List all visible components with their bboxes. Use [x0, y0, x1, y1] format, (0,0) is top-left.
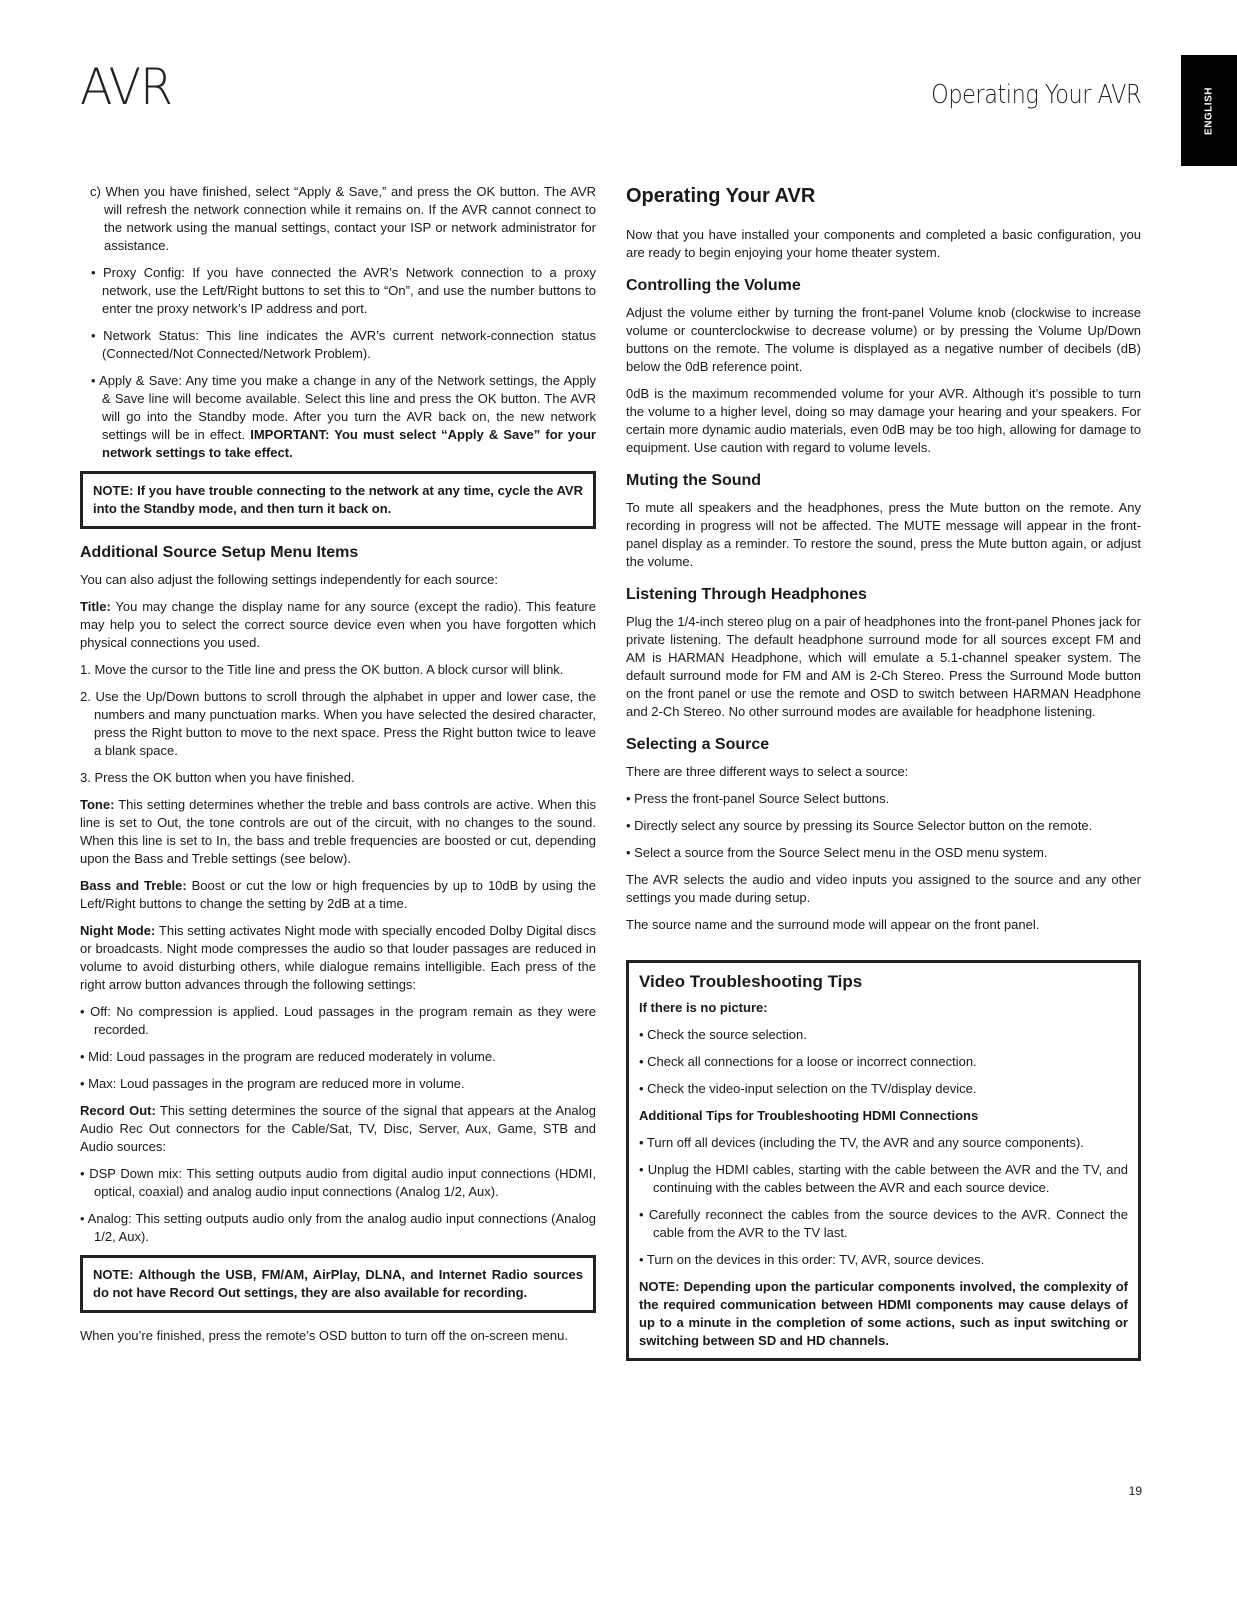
- tone-setting: [80, 796, 596, 868]
- title-step-1: 1. Move the cursor to the Title line and press the OK button. A block cursor will blink.: [80, 662, 564, 677]
- source-heading: Selecting a Source: [626, 736, 770, 753]
- record-out-setting: [80, 1102, 596, 1156]
- hdmi-tip-4: • Turn on the devices in this order: TV, AVR, source devices.: [639, 1252, 985, 1267]
- headphones-paragraph: Plug the 1/4-inch stereo plug on a pair of headphones into the front-panel Phones jack for private listening. The default headphone surround mode for all sources except FM and AM is HARMAN Headphone, which will emulate a 5.1-channel speaker system. The default surround mode for FM and AM is 2-Ch Stereo. Press the Surround Mode button on the front panel or use the remote and OSD to switch between HARMAN Headphone and 2-Ch Stereo. No other surround modes are available for headphone listening.: [626, 614, 1141, 719]
- bass-treble-setting: [80, 877, 596, 913]
- page-number: 19: [1128, 1484, 1142, 1498]
- night-max-item: • Max: Loud passages in the program are reduced more in volume.: [80, 1076, 465, 1091]
- apply-save-important: IMPORTANT: You must select “Apply & Save” for your network settings to take effect.: [102, 427, 596, 460]
- left-column: [80, 183, 596, 1354]
- tone-text: This setting determines whether the treble and bass controls are active. When this line is set to Out, the tone controls are out of the circuit, with no changes to the sound. When this line is set to In, the bass and treble frequencies are boosted or cut, depending upon the Bass and Treble settings (see below).: [80, 797, 596, 866]
- additional-intro: You can also adjust the following settings independently for each source:: [80, 572, 498, 587]
- language-tab-label: ENGLISH: [1203, 86, 1215, 135]
- tone-label: Tone:: [80, 797, 115, 812]
- record-out-text: This setting determines the source of the signal that appears at the Analog Audio Rec Out connectors for the Cable/Sat, TV, Disc, Server, Aux, Game, STB and Audio sources:: [80, 1103, 596, 1154]
- bass-treble-label: Bass and Treble:: [80, 878, 187, 893]
- record-out-label: Record Out:: [80, 1103, 156, 1118]
- night-mode-text: This setting activates Night mode with specially encoded Dolby Digital discs or broadcasts. Night mode compresses the audio so that louder passages are reduced in volume to avoid disturbing others, while dialogue remains intelligible. Each press of the right arrow button advances through the following settings:: [80, 923, 597, 992]
- section-heading: Operating Your AVR: [626, 185, 816, 207]
- mute-paragraph: To mute all speakers and the headphones, press the Mute button on the remote. Any recording in progress will not be affected. The MUTE message will appear in the front-panel display as a reminder. To restore the sound, press the Mute button again, or adjust the volume.: [626, 500, 1141, 569]
- proxy-config-item: • Proxy Config: If you have connected the AVR’s Network connection to a proxy network, use the Left/Right buttons to set this to “On”, and use the number buttons to enter tne proxy network’s IP address and port.: [91, 265, 596, 316]
- hdmi-tip-3: • Carefully reconnect the cables from the source devices to the AVR. Connect the cable from the AVR to the TV last.: [639, 1207, 1128, 1240]
- hdmi-note: NOTE: Depending upon the particular components involved, the complexity of the required communication between HDMI components may cause delays of up to a minute in the completion of some actions, such as input switching or switching between SD and HD channels.: [639, 1279, 1128, 1348]
- night-mode-setting: [80, 922, 596, 994]
- language-tab: [1181, 55, 1237, 166]
- dsp-downmix-item: • DSP Down mix: This setting outputs audio from digital audio input connections (HDMI, optical, coaxial) and analog audio input connections (Analog 1/2, Aux).: [80, 1166, 596, 1199]
- source-paragraph-1: The AVR selects the audio and video inputs you assigned to the source and any other settings you made during setup.: [626, 872, 1141, 905]
- page-title: Operating Your AVR: [931, 80, 1141, 110]
- source-paragraph-2: The source name and the surround mode will appear on the front panel.: [626, 917, 1040, 932]
- right-column: [626, 183, 1141, 1361]
- additional-source-heading: Additional Source Setup Menu Items: [80, 544, 359, 561]
- source-bullet-1: • Press the front-panel Source Select buttons.: [626, 791, 890, 806]
- no-picture-heading: If there is no picture:: [639, 1000, 768, 1015]
- volume-heading: Controlling the Volume: [626, 277, 801, 294]
- volume-paragraph-1: Adjust the volume either by turning the front-panel Volume knob (clockwise to increase volume or counterclockwise to decrease volume) or by pressing the Volume Up/Down buttons on the remote. The volume is displayed as a negative number of decibels (dB) below the 0dB reference point.: [626, 305, 1141, 374]
- night-mode-label: Night Mode:: [80, 923, 156, 938]
- record-note-text: NOTE: Although the USB, FM/AM, AirPlay, DLNA, and Internet Radio sources do not have Record Out settings, they are also available for recording.: [93, 1267, 583, 1300]
- no-picture-tip-1: • Check the source selection.: [639, 1027, 807, 1042]
- source-bullet-3: • Select a source from the Source Select menu in the OSD menu system.: [626, 845, 1048, 860]
- source-intro: There are three different ways to select a source:: [626, 764, 909, 779]
- finish-text: When you’re finished, press the remote’s OSD button to turn off the on-screen menu.: [80, 1328, 569, 1343]
- volume-paragraph-2: 0dB is the maximum recommended volume for your AVR. Although it’s possible to turn the volume to a higher level, doing so may damage your hearing and your speakers. For certain more dynamic audio materials, even 0dB may be too high, allowing for damage to equipment. Use caution with regard to volume levels.: [626, 386, 1141, 455]
- network-step-c: c) When you have finished, select “Apply & Save,” and press the OK button. The AVR will refresh the network connection while it remains on. If the AVR cannot connect to the network using the manual settings, contact your ISP or network administrator for assistance.: [90, 184, 596, 253]
- bass-treble-text: Boost or cut the low or high frequencies by up to 10dB by using the Left/Right buttons to change the setting by 2dB at a time.: [80, 878, 596, 911]
- no-picture-tip-3: • Check the video-input selection on the TV/display device.: [639, 1081, 977, 1096]
- video-troubleshooting-box: [626, 960, 1141, 1361]
- hdmi-tip-1: • Turn off all devices (including the TV, the AVR and any source components).: [639, 1135, 1084, 1150]
- hdmi-tip-2: • Unplug the HDMI cables, starting with the cable between the AVR and the TV, and continuing with the cables between the AVR and each source device.: [639, 1162, 1128, 1195]
- network-note-box: [80, 471, 596, 529]
- no-picture-tip-2: • Check all connections for a loose or incorrect connection.: [639, 1054, 977, 1069]
- hdmi-tips-heading: Additional Tips for Troubleshooting HDMI Connections: [639, 1108, 979, 1123]
- title-label: Title:: [80, 599, 111, 614]
- source-bullet-2: • Directly select any source by pressing its Source Selector button on the remote.: [626, 818, 1093, 833]
- analog-item: • Analog: This setting outputs audio only from the analog audio input connections (Analog 1/2, Aux).: [80, 1211, 596, 1244]
- tips-title: Video Troubleshooting Tips: [639, 972, 863, 991]
- network-note-text: NOTE: If you have trouble connecting to the network at any time, cycle the AVR into the Standby mode, and then turn it back on.: [93, 483, 583, 516]
- headphones-heading: Listening Through Headphones: [626, 586, 867, 603]
- title-text: You may change the display name for any source (except the radio). This feature may help you to select the correct source device even when you have forgotten which physical connections you used.: [80, 599, 596, 650]
- apply-save-item: [80, 372, 596, 462]
- record-note-box: [80, 1255, 596, 1313]
- network-status-item: • Network Status: This line indicates the AVR’s current network-connection status (Connected/Not Connected/Network Problem).: [91, 328, 596, 361]
- title-step-2: 2. Use the Up/Down buttons to scroll through the alphabet in upper and lower case, the numbers and many punctuation marks. When you have selected the desired character, press the Right button to move to the next space. Press the Right button twice to leave a blank space.: [80, 689, 596, 758]
- night-mid-item: • Mid: Loud passages in the program are reduced moderately in volume.: [80, 1049, 496, 1064]
- apply-save-text: • Apply & Save: Any time you make a change in any of the Network settings, the Apply & Save line will become available. Select this line and press the OK button. The AVR will go into the Standby mode. After you turn the AVR back on, the new network settings will be in effect.: [91, 373, 596, 442]
- logo: AVR: [80, 58, 173, 116]
- title-setting: [80, 598, 596, 652]
- title-step-3: 3. Press the OK button when you have finished.: [80, 770, 355, 785]
- mute-heading: Muting the Sound: [626, 472, 762, 489]
- operating-intro: Now that you have installed your components and completed a basic configuration, you are ready to begin enjoying your home theater system.: [626, 227, 1141, 260]
- night-off-item: • Off: No compression is applied. Loud passages in the program remain as they were recorded.: [80, 1004, 596, 1037]
